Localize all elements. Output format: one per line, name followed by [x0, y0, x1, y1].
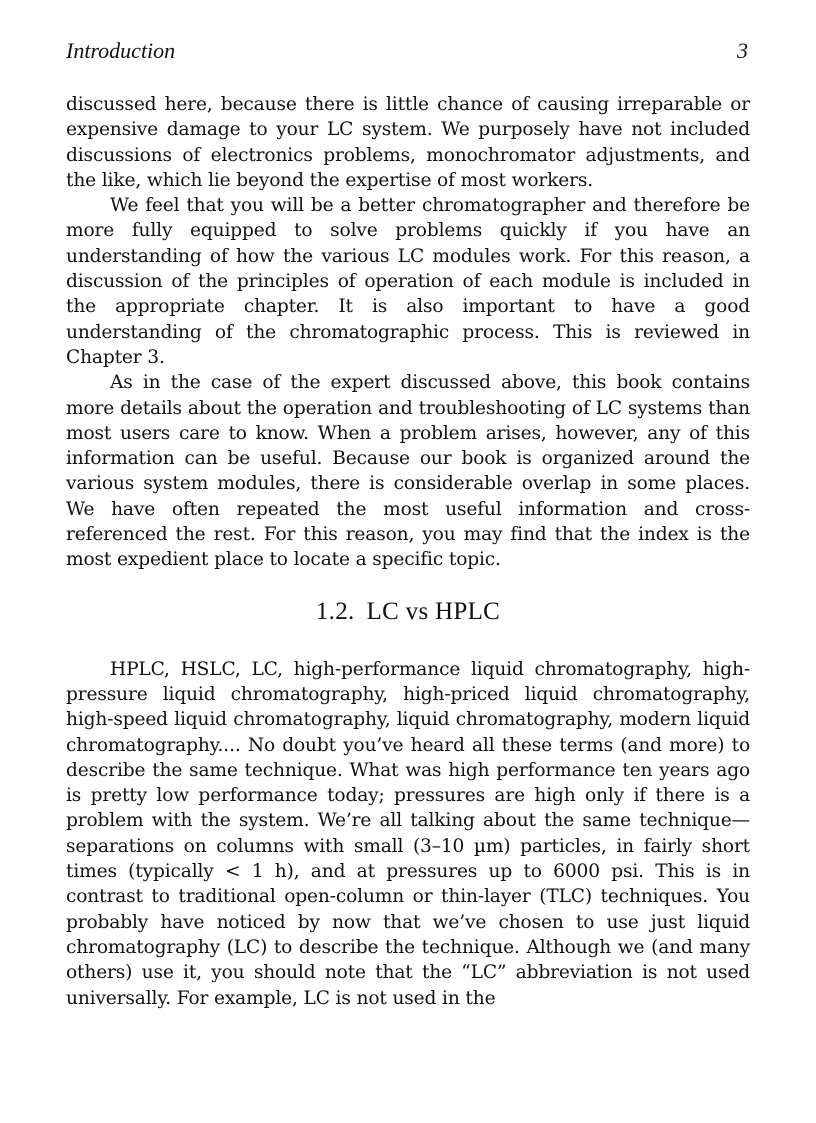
paragraph: discussed here, because there is little chance of causing irreparable or expensive damage to your LC system. We purposely have not included discussions of electronics problems, monochromator adjustments, and the like, which lie beyond the expertise of most workers. [66, 94, 750, 191]
running-header [66, 36, 750, 66]
body-text [66, 92, 750, 1011]
page-number: 3 [737, 38, 748, 63]
section-number: 1.2. [315, 597, 355, 625]
paragraph: As in the case of the expert discussed above, this book contains more details about the operation and troubleshooting of LC systems than most users care to know. When a problem arises, however, any of this information can be useful. Because our book is organized around the various system modules, there is considerable overlap in some places. We have often repeated the most useful information and cross-referenced the rest. For this reason, you may find that the index is the most expedient place to locate a specific topic. [66, 372, 750, 571]
book-page [66, 36, 750, 1011]
section-title: LC vs HPLC [366, 597, 501, 625]
chapter-title: Introduction [66, 38, 176, 63]
paragraph: HPLC, HSLC, LC, high-performance liquid chromatography, high-pressure liquid chromatography, high-priced liquid chromatography, high-speed liquid chromatography, liquid chromatography, modern liquid chromatography.... No doubt you’ve heard all these terms (and more) to describe the same technique. What was high performance ten years ago is pretty low performance today; pressures are high only if there is a problem with the system. We’re all talking about the same technique—separations on columns with small (3–10 µm) particles, in fairly short times (typically < 1 h), and at pressures up to 6000 psi. This is in contrast to traditional open-column or thin-layer (TLC) techniques. You probably have noticed by now that we’ve chosen to use just liquid chromatography (LC) to describe the technique. Although we (and many others) use it, you should note that the “LC” abbreviation is not used universally. For example, LC is not used in the [66, 658, 750, 1009]
section-heading [66, 597, 750, 627]
paragraph: We feel that you will be a better chromatographer and therefore be more fully equipped to solve problems quickly if you have an understanding of how the various LC modules work. For this reason, a discussion of the principles of operation of each module is included in the appropriate chapter. It is also important to have a good understanding of the chromatographic process. This is reviewed in Chapter 3. [66, 195, 750, 368]
